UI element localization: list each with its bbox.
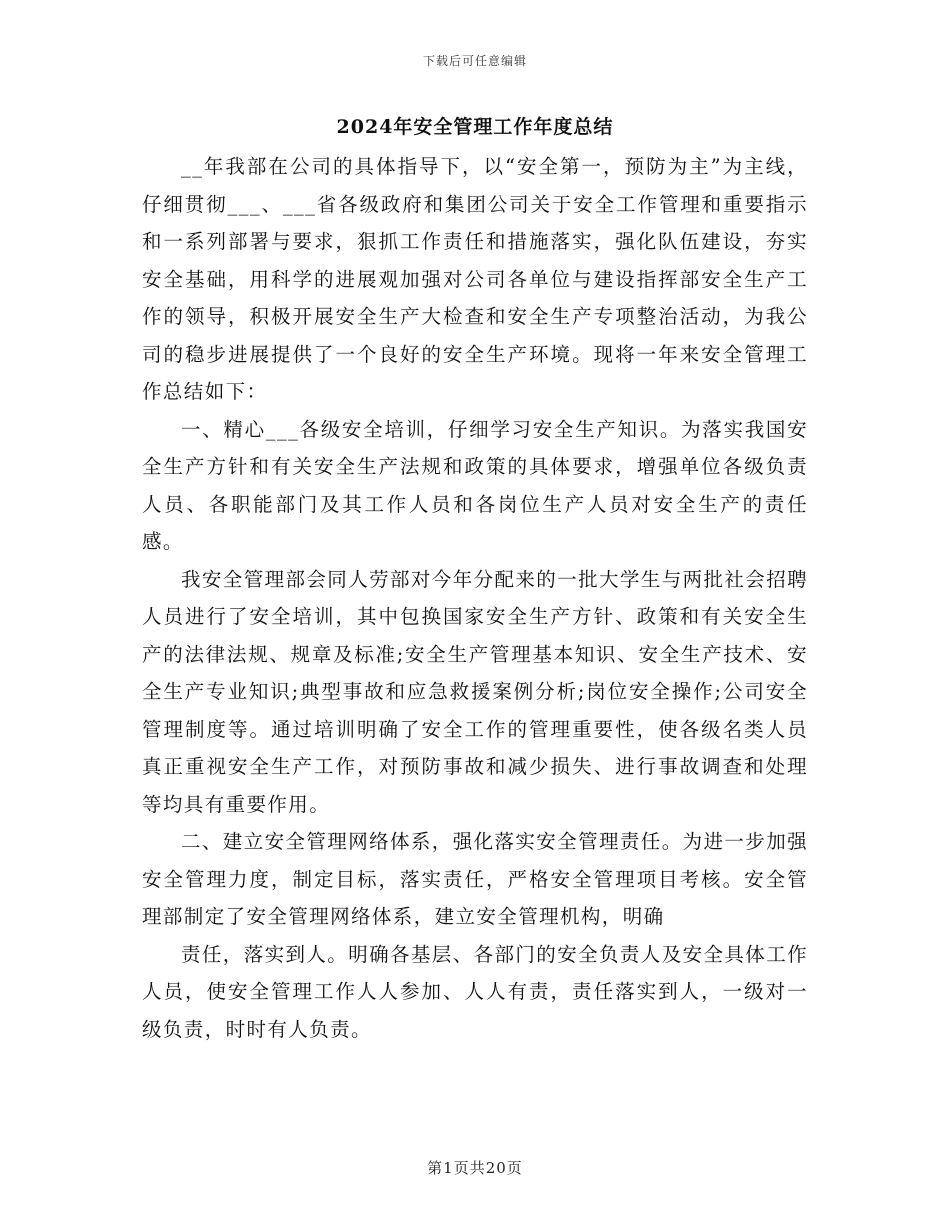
header-note: 下载后可任意编辑: [422, 54, 527, 68]
paragraph-intro: __年我部在公司的具体指导下，以“安全第一，预防为主”为主线，仔细贯彻___、___省各级政府和集团公司关于安全工作管理和重要指示和一系列部署与要求，狠抓工作责任和措施落实，强化队伍建设，夯实安全基础，用科学的进展观加强对公司各单位与建设指挥部安全生产工作的领导，积极开展安全生产大检查和安全生产专项整治活动，为我公司的稳步进展提供了一个良好的安全生产环境。现将一年来安全管理工作总结如下：: [142, 155, 808, 403]
paragraph-network-system: 二、建立安全管理网络体系，强化落实安全管理责任。为进一步加强安全管理力度，制定目标，落实责任，严格安全管理项目考核。安全管理部制定了安全管理网络体系，建立安全管理机构，明确: [142, 830, 809, 928]
page-number: 第1页共20页: [427, 1159, 523, 1177]
paragraph-training-detail: 我安全管理部会同人劳部对今年分配来的一批大学生与两批社会招聘人员进行了安全培训，其中包换国家安全生产方针、政策和有关安全生产的法律法规、规章及标准;安全生产管理基本知识、安全生产技术、安全生产专业知识;典型事故和应急救援案例分析;岗位安全操作;公司安全管理制度等。通过培训明确了安全工作的管理重要性，使各级名类人员真正重视安全生产工作，对预防事故和减少损失、进行事故调查和处理等均具有重要作用。: [142, 567, 809, 816]
document-title: 2024年安全管理工作年度总结: [336, 116, 614, 138]
document-body: [142, 148, 808, 1048]
paragraph-responsibility: 责任，落实到人。明确各基层、各部门的安全负责人及安全具体工作人员，使安全管理工作人人参加、人人有责，责任落实到人，一级对一级负责，时时有人负责。: [142, 942, 809, 1041]
paragraph-training: 一、精心___各级安全培训，仔细学习安全生产知识。为落实我国安全生产方针和有关安全生产法规和政策的具体要求，增强单位各级负责人员、各职能部门及其工作人员和各岗位生产人员对安全生产的责任感。: [142, 417, 808, 553]
